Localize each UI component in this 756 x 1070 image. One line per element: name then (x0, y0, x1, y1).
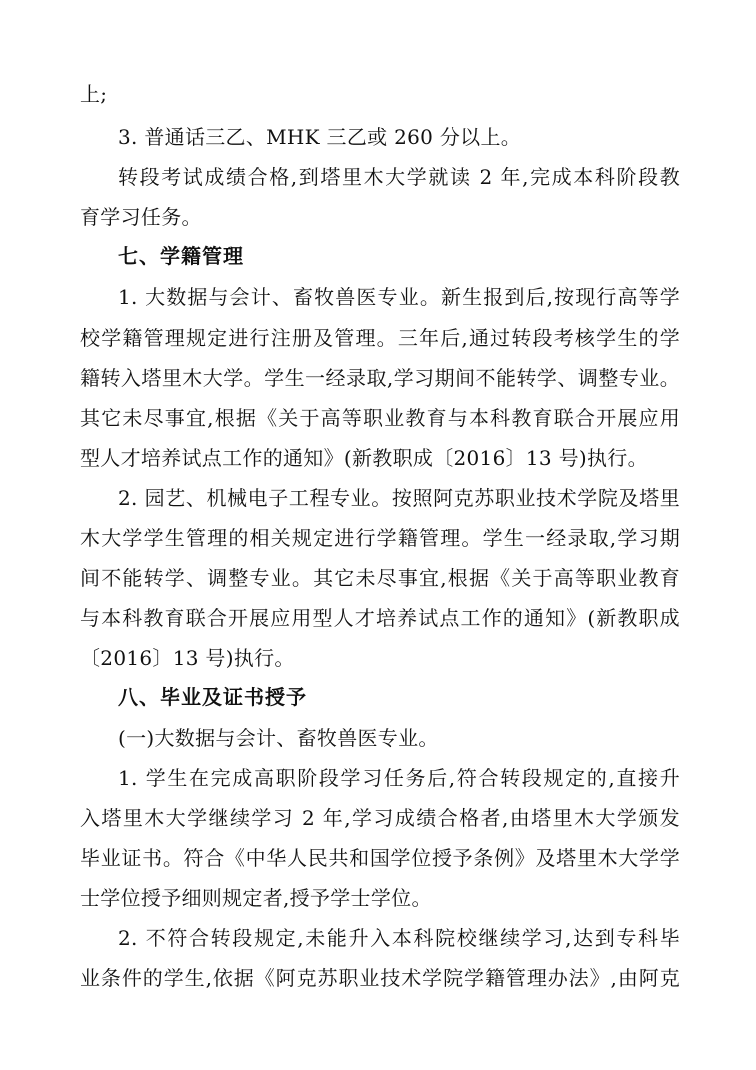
paragraph-line: 转段考试成绩合格,到塔里木大学就读 2 年,完成本科阶段教 (118, 165, 680, 189)
paragraph-line: 〔2016〕13 号)执行。 (80, 646, 295, 670)
paragraph-line: 校学籍管理规定进行注册及管理。三年后,通过转段考核学生的学 (80, 326, 680, 350)
paragraph-line: 间不能转学、调整专业。其它未尽事宜,根据《关于高等职业教育 (80, 566, 680, 590)
paragraph-line: 木大学学生管理的相关规定进行学籍管理。学生一经录取,学习期 (80, 526, 680, 550)
paragraph-line: 1. 学生在完成高职阶段学习任务后,符合转段规定的,直接升 (118, 766, 680, 790)
list-item: 3. 普通话三乙、MHK 三乙或 260 分以上。 (118, 125, 522, 149)
paragraph-line: 入塔里木大学继续学习 2 年,学习成绩合格者,由塔里木大学颁发 (80, 806, 680, 830)
paragraph-line: 毕业证书。符合《中华人民共和国学位授予条例》及塔里木大学学 (80, 846, 680, 870)
section-heading: 七、学籍管理 (118, 244, 244, 268)
paragraph-line: 育学习任务。 (80, 205, 202, 229)
text-line: 上; (80, 82, 108, 106)
section-heading: 八、毕业及证书授予 (118, 685, 307, 709)
paragraph-line: 1. 大数据与会计、畜牧兽医专业。新生报到后,按现行高等学 (118, 285, 680, 309)
paragraph-line: 业条件的学生,依据《阿克苏职业技术学院学籍管理办法》,由阿克 (80, 966, 680, 990)
paragraph-line: 其它未尽事宜,根据《关于高等职业教育与本科教育联合开展应用 (80, 406, 680, 430)
paragraph-line: 与本科教育联合开展应用型人才培养试点工作的通知》(新教职成 (80, 606, 680, 630)
paragraph-line: 型人才培养试点工作的通知》(新教职成〔2016〕13 号)执行。 (80, 446, 648, 470)
subsection-heading: (一)大数据与会计、畜牧兽医专业。 (118, 726, 439, 750)
paragraph-line: 2. 不符合转段规定,未能升入本科院校继续学习,达到专科毕 (118, 926, 680, 950)
paragraph-line: 籍转入塔里木大学。学生一经录取,学习期间不能转学、调整专业。 (80, 366, 680, 390)
paragraph-line: 2. 园艺、机械电子工程专业。按照阿克苏职业技术学院及塔里 (118, 486, 680, 510)
paragraph-line: 士学位授予细则规定者,授予学士学位。 (80, 886, 432, 910)
